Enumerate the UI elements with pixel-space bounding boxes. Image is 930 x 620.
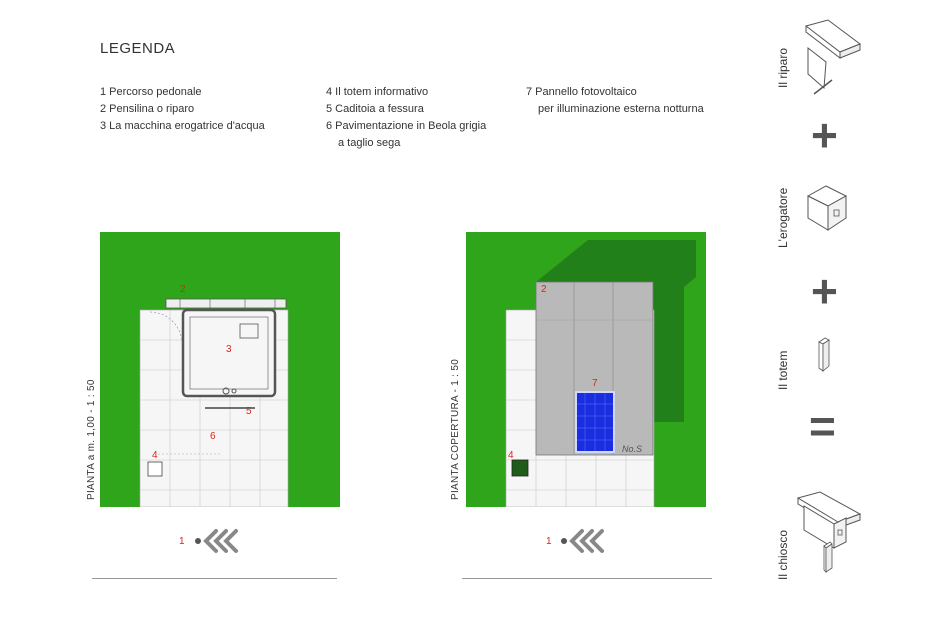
right-marker-7: 7 [592, 378, 598, 389]
left-marker-6: 6 [210, 431, 216, 442]
solar-panel [576, 392, 614, 452]
pedestrian-path-icon [194, 527, 244, 555]
label-chiosco: Il chiosco [776, 529, 790, 580]
right-marker-2: 2 [541, 284, 547, 295]
right-marker-4: 4 [508, 450, 514, 461]
legend-item-3: 3 La macchina erogatrice d'acqua [100, 120, 265, 132]
signature: No.S [622, 444, 643, 454]
legend-column-3 [526, 84, 704, 118]
equals-sign: = [809, 400, 836, 452]
right-plan-drawing [466, 232, 706, 507]
left-marker-2: 2 [180, 284, 186, 295]
left-baseline [92, 578, 337, 579]
pedestrian-path-icon [560, 527, 610, 555]
shelter-outline [166, 299, 286, 308]
legend-column-2 [326, 84, 486, 152]
label-erogatore: L'erogatore [776, 187, 790, 248]
plus-sign-2: + [811, 265, 838, 317]
left-plan-drawing [100, 232, 340, 507]
right-baseline [462, 578, 712, 579]
totem-outline [148, 462, 162, 476]
kiosk-icon [794, 484, 868, 582]
left-plan-label: PIANTA a m. 1,00 - 1 : 50 [86, 379, 97, 500]
label-riparo: Il riparo [776, 47, 790, 88]
left-marker-1: 1 [179, 536, 185, 547]
left-marker-5: 5 [246, 406, 252, 417]
left-marker-3: 3 [226, 344, 232, 355]
legend-item-6-continued: a taglio sega [338, 137, 401, 149]
label-totem: Il totem [776, 350, 790, 390]
right-marker-1: 1 [546, 536, 552, 547]
legend-item-4: 4 Il totem informativo [326, 86, 429, 98]
totem-top [512, 460, 528, 476]
legend-item-7-continued: per illuminazione esterna notturna [538, 103, 704, 115]
legend-column-1 [100, 84, 265, 135]
left-marker-4: 4 [152, 450, 158, 461]
totem-icon [815, 334, 835, 376]
right-plan-label: PIANTA COPERTURA - 1 : 50 [450, 358, 461, 500]
dispenser-cube-icon [804, 180, 850, 236]
plus-sign-1: + [811, 109, 838, 161]
legend-item-5: 5 Caditoia a fessura [326, 103, 424, 115]
shelter-icon [800, 18, 868, 98]
legend-item-7: 7 Pannello fotovoltaico [526, 86, 637, 98]
legend-item-2: 2 Pensilina o riparo [100, 103, 195, 115]
legend-item-1: 1 Percorso pedonale [100, 86, 202, 98]
legend-title: LEGENDA [100, 40, 176, 57]
legend-item-6: 6 Pavimentazione in Beola grigia [326, 120, 487, 132]
